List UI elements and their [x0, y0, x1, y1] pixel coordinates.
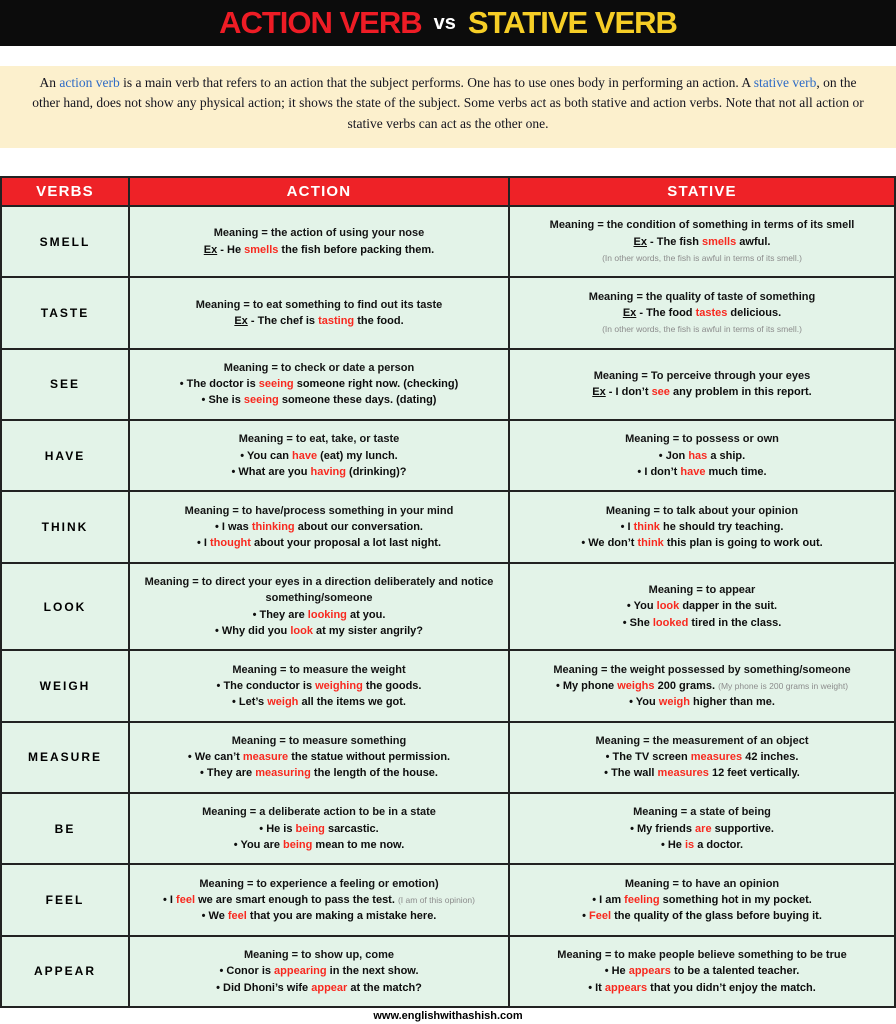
text-segment: Meaning = to check or date a person	[223, 361, 415, 374]
highlighted-verb: thinking	[251, 520, 295, 533]
text-segment: (My phone is 200 grams in weight)	[718, 680, 849, 691]
stative-cell	[510, 723, 894, 792]
highlighted-verb: looked	[652, 616, 689, 629]
text-segment: the food.	[354, 315, 404, 328]
text-segment: • Let’s	[232, 696, 268, 709]
highlighted-verb: is	[684, 838, 695, 851]
action-cell	[130, 492, 510, 561]
action-cell	[130, 278, 510, 347]
table-row-taste	[2, 276, 894, 347]
text-segment: 12 feet vertically.	[708, 767, 800, 780]
text-segment: Meaning = a deliberate action to be in a state	[202, 806, 436, 819]
text-segment: this plan is going to work out.	[663, 537, 823, 550]
verbs-table	[0, 176, 896, 1008]
site-url: www.englishwithashish.com	[373, 1010, 523, 1022]
text-segment: Meaning = to possess or own	[625, 433, 779, 446]
text-segment: Ex	[234, 315, 248, 328]
text-line	[196, 297, 443, 313]
text-line	[623, 305, 781, 321]
text-segment: Meaning = to direct your eyes in a direction deliberately and notice something/someone	[144, 575, 494, 605]
text-segment: dapper in the suit.	[679, 600, 778, 613]
text-line	[592, 892, 812, 908]
text-line	[214, 225, 425, 241]
text-line	[661, 837, 743, 853]
text-segment: the length of the house.	[310, 767, 438, 780]
text-line	[627, 598, 777, 614]
text-segment: • I was	[214, 520, 252, 533]
inline-link[interactable]: action verb	[59, 75, 120, 90]
text-line	[623, 615, 782, 631]
text-segment: Meaning = to make people believe something to be true	[557, 948, 847, 961]
action-cell	[130, 350, 510, 419]
stative-cell	[510, 207, 894, 276]
text-segment: a ship.	[707, 449, 746, 462]
table-row-have	[2, 419, 894, 490]
action-cell	[130, 564, 510, 650]
text-segment: much time.	[705, 465, 767, 478]
text-segment: Meaning = to measure something	[231, 734, 407, 747]
text-segment: • He is	[259, 822, 296, 835]
highlighted-verb: weighing	[315, 679, 363, 692]
text-segment: that you didn’t enjoy the match.	[647, 981, 816, 994]
stative-cell	[510, 492, 894, 561]
text-segment: An	[39, 75, 60, 90]
highlighted-verb: has	[688, 449, 708, 462]
highlighted-verb: think	[637, 537, 664, 550]
verb-label: MEASURE	[2, 723, 130, 792]
text-line	[550, 217, 855, 233]
text-segment: Meaning = to appear	[648, 584, 756, 597]
text-segment: • The TV screen	[605, 751, 691, 764]
text-segment: • Jon	[658, 449, 689, 462]
stative-cell	[510, 564, 894, 650]
text-segment: the goods.	[362, 679, 422, 692]
text-segment: Meaning = To perceive through your eyes	[593, 370, 811, 383]
text-line	[588, 980, 816, 996]
text-line	[259, 821, 378, 837]
text-segment: Meaning = the condition of something in terms of its smell	[549, 219, 855, 232]
text-segment: higher than me.	[689, 696, 775, 709]
text-segment: Meaning = the measurement of an object	[595, 734, 809, 747]
text-line	[215, 623, 423, 639]
text-line	[604, 765, 800, 781]
text-line	[219, 963, 418, 979]
text-segment: - He	[217, 243, 245, 256]
action-cell	[130, 865, 510, 934]
text-line	[216, 980, 422, 996]
text-segment: all the items we got.	[298, 696, 406, 709]
text-segment: • It	[588, 981, 605, 994]
text-segment: Meaning = to measure the weight	[232, 663, 406, 676]
text-segment: • What are you	[231, 465, 311, 478]
text-segment: the statue without permission.	[288, 751, 451, 764]
text-line	[625, 431, 779, 447]
highlighted-verb: weighs	[617, 679, 655, 692]
text-line	[659, 448, 745, 464]
text-line	[239, 431, 399, 447]
text-line	[649, 582, 756, 598]
text-segment: sarcastic.	[324, 822, 379, 835]
text-line	[202, 908, 437, 924]
title-bar	[0, 0, 896, 46]
text-segment: • We	[201, 910, 228, 923]
text-line	[595, 733, 808, 749]
highlighted-verb: feel	[227, 910, 247, 923]
action-cell	[130, 794, 510, 863]
text-line	[253, 607, 386, 623]
text-segment: • I	[163, 893, 177, 906]
action-cell	[130, 937, 510, 1006]
stative-cell	[510, 278, 894, 347]
text-segment: - The food	[636, 306, 696, 319]
text-line	[556, 678, 848, 694]
text-line	[581, 535, 822, 551]
text-line	[621, 519, 784, 535]
text-segment: Meaning = to have an opinion	[624, 877, 780, 890]
verb-label: APPEAR	[2, 937, 130, 1006]
table-row-feel	[2, 863, 894, 934]
action-cell	[130, 723, 510, 792]
table-row-smell	[2, 205, 894, 276]
text-segment: Meaning = to eat, take, or taste	[238, 433, 400, 446]
stative-cell	[510, 865, 894, 934]
text-segment: tired in the class.	[688, 616, 782, 629]
verb-label: THINK	[2, 492, 130, 561]
text-segment: • You can	[240, 449, 292, 462]
highlighted-verb: look	[290, 624, 313, 637]
title-vs: vs	[433, 11, 456, 34]
highlighted-verb: seeing	[243, 394, 279, 407]
highlighted-verb: think	[633, 520, 660, 533]
highlighted-verb: measuring	[255, 767, 311, 780]
text-segment: • My friends	[630, 822, 696, 835]
highlighted-verb: weigh	[658, 696, 690, 709]
text-line	[234, 313, 403, 329]
text-line	[629, 694, 775, 710]
text-line	[625, 876, 779, 892]
highlighted-verb: Feel	[589, 910, 612, 923]
text-line	[589, 289, 815, 305]
text-segment: Ex	[592, 386, 606, 399]
text-segment: Meaning = a state of being	[633, 806, 771, 819]
text-segment: Meaning = to experience a feeling or emotion)	[199, 877, 439, 890]
highlighted-verb: being	[283, 838, 313, 851]
text-line	[594, 368, 811, 384]
text-segment: at the match?	[347, 981, 422, 994]
verb-label: WEIGH	[2, 651, 130, 720]
text-segment: Meaning = the weight possessed by something/someone	[553, 663, 851, 676]
text-line	[606, 503, 798, 519]
text-line	[202, 804, 436, 820]
highlighted-verb: measures	[657, 767, 709, 780]
header-action: ACTION	[130, 178, 510, 205]
stative-cell	[510, 937, 894, 1006]
table-row-think	[2, 490, 894, 561]
text-segment: - The fish	[646, 235, 702, 248]
highlighted-verb: have	[680, 465, 706, 478]
title-action-verb: ACTION VERB	[219, 5, 422, 40]
highlighted-verb: thought	[210, 537, 251, 550]
stative-cell	[510, 651, 894, 720]
table-header-row	[2, 178, 894, 205]
verb-label: HAVE	[2, 421, 130, 490]
text-segment: that you are making a mistake here.	[246, 910, 437, 923]
text-segment: supportive.	[711, 822, 774, 835]
text-line	[234, 837, 405, 853]
text-segment: • The wall	[604, 767, 658, 780]
stative-cell	[510, 350, 894, 419]
text-line	[633, 804, 771, 820]
highlighted-verb: being	[295, 822, 325, 835]
text-segment: • They are	[252, 608, 308, 621]
text-segment: something hot in my pocket.	[659, 893, 812, 906]
highlighted-verb: feel	[176, 893, 196, 906]
highlighted-verb: weigh	[267, 696, 299, 709]
stative-cell	[510, 421, 894, 490]
text-line	[582, 908, 822, 924]
action-cell	[130, 207, 510, 276]
text-segment: is a main verb that refers to an action that the subject performs. One has to use ones body in performing an action. A	[119, 75, 754, 90]
highlighted-verb: appear	[311, 981, 348, 994]
highlighted-verb: appearing	[274, 965, 327, 978]
table-row-see	[2, 348, 894, 419]
text-line	[163, 892, 475, 908]
text-segment: • Why did you	[214, 624, 291, 637]
action-cell	[130, 651, 510, 720]
table-row-be	[2, 792, 894, 863]
text-segment: • She is	[201, 394, 244, 407]
text-line	[185, 503, 454, 519]
verb-label: LOOK	[2, 564, 130, 650]
text-segment: • You are	[233, 838, 284, 851]
text-line	[224, 360, 414, 376]
text-segment: delicious.	[727, 306, 782, 319]
highlighted-verb: feeling	[624, 893, 660, 906]
text-segment: • She	[622, 616, 653, 629]
text-line	[197, 535, 441, 551]
highlighted-verb: tasting	[318, 315, 355, 328]
text-segment: Meaning = to talk about your opinion	[605, 504, 799, 517]
text-line	[232, 464, 407, 480]
verb-label: SMELL	[2, 207, 130, 276]
highlighted-verb: are	[695, 822, 712, 835]
text-segment: someone right now. (checking)	[293, 378, 459, 391]
text-line	[215, 519, 423, 535]
text-segment: Meaning = to show up, come	[243, 948, 395, 961]
text-line	[232, 662, 405, 678]
header-verbs: VERBS	[2, 178, 130, 205]
text-segment: Ex	[622, 306, 637, 319]
text-segment: (drinking)?	[345, 465, 407, 478]
text-segment: someone these days. (dating)	[278, 394, 437, 407]
text-segment: • The conductor is	[216, 679, 316, 692]
text-segment: • He	[604, 965, 629, 978]
highlighted-verb: measure	[242, 751, 289, 764]
text-line	[606, 749, 799, 765]
text-segment: 42 inches.	[742, 751, 799, 764]
highlighted-verb: appears	[604, 981, 648, 994]
text-segment: at my sister angrily?	[312, 624, 424, 637]
text-line	[630, 821, 774, 837]
text-segment: Meaning = the quality of taste of something	[588, 290, 816, 303]
text-line	[180, 376, 459, 392]
text-line	[602, 250, 802, 266]
text-segment: , on the other hand, does not show any physical action; it shows the state of the subject. Some verbs act as both stative and action verbs. Note that not all action or stative verbs can act as the other one.	[32, 75, 864, 131]
text-line	[232, 733, 407, 749]
text-line	[217, 678, 422, 694]
text-line	[634, 234, 771, 250]
text-segment: Meaning = the action of using your nose	[213, 227, 425, 240]
highlighted-verb: tastes	[695, 306, 728, 319]
text-segment: • The doctor is	[179, 378, 259, 391]
text-line	[553, 662, 850, 678]
text-segment: (In other words, the fish is awful in terms of its smell.)	[602, 252, 802, 263]
text-segment: we are smart enough to pass the test.	[195, 893, 398, 906]
text-segment: • You	[629, 696, 659, 709]
text-line	[637, 464, 766, 480]
text-line	[557, 947, 846, 963]
table-row-appear	[2, 935, 894, 1006]
text-segment: •	[582, 910, 590, 923]
text-line	[602, 321, 802, 337]
table-row-weigh	[2, 649, 894, 720]
text-segment: • I	[620, 520, 634, 533]
text-segment: 200 grams.	[654, 679, 719, 692]
text-segment: • We can’t	[187, 751, 243, 764]
inline-link[interactable]: stative verb	[753, 75, 817, 90]
text-segment: a doctor.	[694, 838, 744, 851]
action-cell	[130, 421, 510, 490]
table-row-look	[2, 562, 894, 650]
highlighted-verb: smells	[701, 235, 737, 248]
text-segment: (In other words, the fish is awful in terms of its smell.)	[602, 324, 802, 335]
text-line	[204, 242, 434, 258]
text-line	[200, 765, 438, 781]
text-segment: any problem in this report.	[669, 386, 812, 399]
text-line	[202, 392, 437, 408]
highlighted-verb: look	[656, 600, 680, 613]
text-segment: • My phone	[555, 679, 618, 692]
highlighted-verb: have	[291, 449, 318, 462]
text-segment: • We don’t	[581, 537, 638, 550]
highlighted-verb: appears	[628, 965, 671, 978]
text-segment: mean to me now.	[312, 838, 405, 851]
table-row-measure	[2, 721, 894, 792]
text-segment: (eat) my lunch.	[317, 449, 398, 462]
text-segment: Meaning = to have/process something in your mind	[184, 504, 454, 517]
text-segment: (I am of this opinion)	[397, 894, 475, 905]
text-line	[244, 947, 394, 963]
header-stative: STATIVE	[667, 183, 737, 200]
table-body	[2, 205, 894, 1006]
site-footer	[0, 1008, 896, 1024]
text-segment: • Conor is	[219, 965, 275, 978]
highlighted-verb: looking	[307, 608, 347, 621]
verb-label: BE	[2, 794, 130, 863]
text-line	[199, 876, 438, 892]
highlighted-verb: see	[651, 386, 670, 399]
text-segment: to be a talented teacher.	[670, 965, 800, 978]
text-segment: about your proposal a lot last night.	[250, 537, 442, 550]
text-segment: in the next show.	[326, 965, 419, 978]
intro-paragraph	[0, 66, 896, 148]
text-line	[240, 448, 398, 464]
text-segment: • You	[626, 600, 657, 613]
highlighted-verb: smells	[244, 243, 279, 256]
text-segment: Ex	[203, 243, 218, 256]
highlighted-verb: measures	[690, 751, 743, 764]
text-line	[232, 694, 406, 710]
text-segment: he should try teaching.	[659, 520, 784, 533]
text-segment: • They are	[200, 767, 256, 780]
text-segment: the fish before packing them.	[278, 243, 435, 256]
highlighted-verb: seeing	[258, 378, 294, 391]
verb-label: SEE	[2, 350, 130, 419]
text-line	[605, 963, 800, 979]
text-segment: awful.	[736, 235, 771, 248]
highlighted-verb: having	[310, 465, 346, 478]
verb-label: TASTE	[2, 278, 130, 347]
stative-cell	[510, 794, 894, 863]
text-segment: • He	[660, 838, 685, 851]
text-line	[188, 749, 450, 765]
text-segment: Ex	[633, 235, 647, 248]
text-segment: • I don’t	[637, 465, 681, 478]
text-segment: at you.	[346, 608, 386, 621]
title-stative-verb: STATIVE VERB	[467, 5, 677, 40]
text-segment: • I	[196, 537, 211, 550]
text-segment: - I don’t	[605, 386, 652, 399]
text-line	[140, 574, 498, 607]
text-segment: • Did Dhoni’s wife	[216, 981, 312, 994]
text-segment: - The chef is	[247, 315, 319, 328]
text-segment: Meaning = to eat something to find out its taste	[195, 298, 443, 311]
text-segment: • I am	[592, 893, 625, 906]
verb-label: FEEL	[2, 865, 130, 934]
text-segment: about our conversation.	[294, 520, 423, 533]
text-segment: the quality of the glass before buying it.	[611, 910, 822, 923]
text-line	[592, 384, 811, 400]
